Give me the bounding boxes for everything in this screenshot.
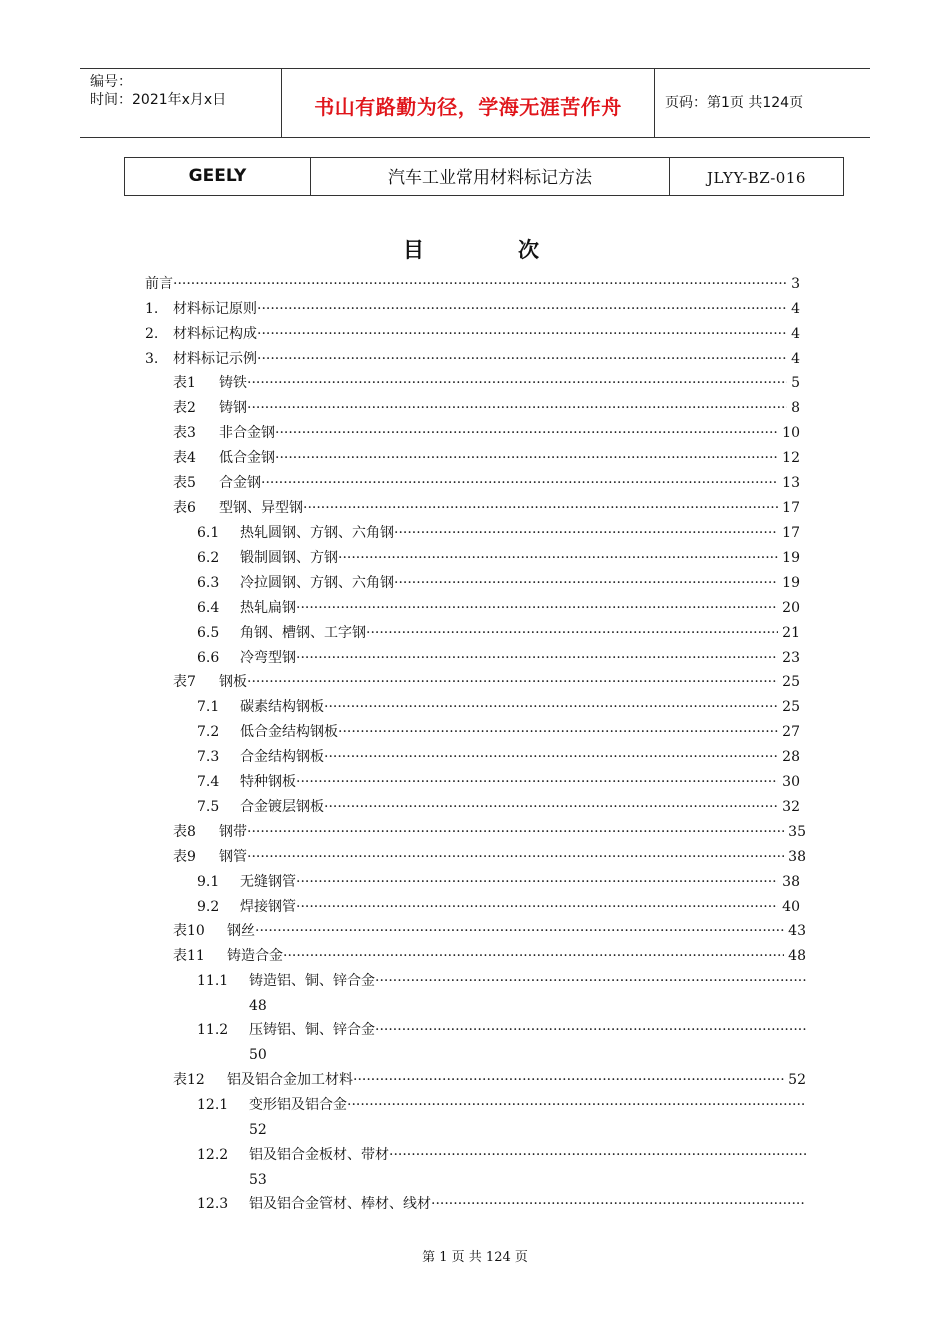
toc-entry-number: 6.6 — [197, 650, 220, 666]
toc-page-number: 25 — [782, 674, 800, 690]
document-number: JLYY-BZ-016 — [707, 169, 806, 187]
toc-leader-dots — [324, 795, 778, 819]
toc-entry-label — [173, 820, 247, 844]
toc-leader-dots — [255, 919, 784, 943]
toc-entry[interactable] — [197, 521, 800, 545]
toc-entry-text: 变形铝及铝合金 — [249, 1097, 347, 1113]
toc-entry-text: 低合金结构钢板 — [240, 724, 338, 740]
toc-entry-text: 铝及铝合金管材、棒材、线材 — [249, 1196, 431, 1212]
toc-page-number: 5 — [791, 375, 800, 391]
toc-entry-label — [197, 895, 296, 919]
toc-leader-dots — [324, 745, 778, 769]
toc-entry-number: 7.2 — [197, 724, 220, 740]
toc-entry-number: 7.5 — [197, 799, 220, 815]
toc-entry-number: 表1 — [173, 375, 196, 391]
toc-page-number: 50 — [249, 1047, 267, 1063]
toc-page-number: 21 — [782, 625, 800, 641]
toc-page-number: 48 — [249, 998, 267, 1014]
toc-entry-label — [173, 496, 303, 520]
toc-entry-label — [197, 770, 296, 794]
toc-entry[interactable] — [173, 371, 800, 395]
toc-leader-dots — [296, 895, 778, 919]
toc-entry-number: 9.2 — [197, 899, 220, 915]
toc-entry[interactable] — [173, 820, 806, 844]
toc-entry[interactable] — [197, 1093, 806, 1117]
toc-entry-label — [197, 720, 338, 744]
toc-page-number: 10 — [782, 425, 800, 441]
toc-entry-label — [197, 745, 324, 769]
toc-entry-number: 6.2 — [197, 550, 220, 566]
toc-entry[interactable] — [145, 297, 800, 321]
toc-entry-label — [197, 969, 375, 993]
toc-entry-text: 材料标记原则 — [173, 301, 257, 317]
toc-entry[interactable] — [173, 670, 800, 694]
toc-entry-text: 钢带 — [219, 824, 247, 840]
toc-entry-text: 压铸铝、铜、锌合金 — [249, 1022, 375, 1038]
toc-page-number: 17 — [782, 525, 800, 541]
toc-entry-text: 钢管 — [219, 849, 247, 865]
toc-leader-dots — [431, 1192, 806, 1216]
toc-entry-label — [173, 471, 261, 495]
toc-entry-number: 6.1 — [197, 525, 220, 541]
toc-entry-label — [145, 347, 257, 371]
toc-entry-label — [145, 322, 257, 346]
toc-entry-number: 11.2 — [197, 1022, 229, 1038]
toc-entry[interactable] — [197, 969, 806, 993]
page-footer: 第 1 页 共 124 页 — [422, 1250, 528, 1265]
toc-entry-label — [197, 695, 324, 719]
toc-page-number: 3 — [791, 276, 800, 292]
toc-entry[interactable] — [197, 870, 800, 894]
toc-entry[interactable] — [145, 272, 800, 296]
toc-page-number: 43 — [788, 923, 806, 939]
toc-entry-label — [145, 272, 173, 296]
toc-page-number: 38 — [788, 849, 806, 865]
toc-entry[interactable] — [173, 396, 800, 420]
toc-leader-dots — [366, 621, 778, 645]
toc-entry-text: 热轧圆钢、方钢、六角钢 — [240, 525, 394, 541]
toc-entry-number: 表10 — [173, 923, 205, 939]
toc-leader-dots — [275, 446, 778, 470]
toc-entry-text: 冷拉圆钢、方钢、六角钢 — [240, 575, 394, 591]
toc-entry[interactable] — [173, 471, 800, 495]
toc-entry-number: 表12 — [173, 1072, 205, 1088]
toc-leader-dots — [353, 1068, 784, 1092]
toc-entry-number: 12.1 — [197, 1097, 229, 1113]
toc-entry-text: 材料标记示例 — [173, 351, 257, 367]
toc-entry-number: 3. — [145, 351, 159, 367]
toc-page-number: 19 — [782, 575, 800, 591]
toc-entry-number: 2. — [145, 326, 159, 342]
toc-entry[interactable] — [197, 695, 800, 719]
toc-page-number: 52 — [249, 1122, 267, 1138]
toc-leader-dots — [257, 347, 787, 371]
toc-entry-text: 特种钢板 — [240, 774, 296, 790]
toc-entry[interactable] — [173, 421, 800, 445]
toc-entry-number: 表5 — [173, 475, 196, 491]
toc-entry-label — [173, 371, 247, 395]
toc-entry-label — [197, 795, 324, 819]
toc-heading-char-1: 目 — [403, 238, 424, 262]
toc-entry[interactable] — [173, 944, 806, 968]
toc-entry-text: 铸钢 — [219, 400, 247, 416]
toc-entry-number: 表9 — [173, 849, 196, 865]
toc-leader-dots — [394, 521, 778, 545]
toc-page-number: 13 — [782, 475, 800, 491]
toc-entry[interactable] — [197, 720, 800, 744]
toc-entry-label — [173, 446, 275, 470]
toc-entry-text: 前言 — [145, 276, 173, 292]
toc-entry-number: 6.3 — [197, 575, 220, 591]
toc-entry-label — [197, 870, 296, 894]
toc-page-number: 40 — [782, 899, 800, 915]
toc-entry-number: 12.2 — [197, 1147, 229, 1163]
toc-page-number: 17 — [782, 500, 800, 516]
toc-entry-number: 表8 — [173, 824, 196, 840]
toc-entry[interactable] — [197, 795, 800, 819]
brand-name: GEELY — [125, 158, 311, 195]
toc-entry[interactable] — [197, 1192, 806, 1216]
toc-entry-label — [197, 521, 394, 545]
toc-page-number: 48 — [788, 948, 806, 964]
code-label: 编号： — [90, 74, 132, 90]
toc-entry[interactable] — [145, 347, 800, 371]
toc-leader-dots — [247, 396, 787, 420]
toc-entry-number: 1. — [145, 301, 159, 317]
toc-entry-label — [197, 1018, 375, 1042]
toc-entry-text: 型钢、异型钢 — [219, 500, 303, 516]
toc-page-number: 28 — [782, 749, 800, 765]
toc-entry-text: 铝及铝合金板材、带材 — [249, 1147, 389, 1163]
toc-entry-text: 材料标记构成 — [173, 326, 257, 342]
toc-entry-text: 钢丝 — [227, 923, 255, 939]
toc-page-number: 27 — [782, 724, 800, 740]
toc-entry-label — [173, 944, 283, 968]
toc-entry[interactable] — [197, 745, 800, 769]
toc-entry-text: 铝及铝合金加工材料 — [227, 1072, 353, 1088]
toc-entry-number: 9.1 — [197, 874, 220, 890]
toc-entry-number: 表4 — [173, 450, 196, 466]
toc-entry[interactable] — [173, 496, 800, 520]
toc-page-number: 25 — [782, 699, 800, 715]
toc-entry-label — [197, 621, 366, 645]
toc-entry-label — [145, 297, 257, 321]
toc-leader-dots — [275, 421, 778, 445]
toc-leader-dots — [347, 1093, 806, 1117]
toc-entry-text: 铸造合金 — [227, 948, 283, 964]
toc-entry[interactable] — [197, 596, 800, 620]
toc-leader-dots — [247, 371, 787, 395]
toc-entry-number: 12.3 — [197, 1196, 229, 1212]
toc-entry[interactable] — [197, 646, 800, 670]
toc-entry[interactable] — [173, 845, 806, 869]
toc-entry[interactable] — [197, 571, 800, 595]
toc-entry-number: 7.4 — [197, 774, 220, 790]
toc-page-number: 4 — [791, 326, 800, 342]
toc-entry-number: 7.3 — [197, 749, 220, 765]
toc-page-number: 8 — [791, 400, 800, 416]
toc-leader-dots — [296, 646, 778, 670]
toc-page-number: 19 — [782, 550, 800, 566]
toc-heading-char-2: 次 — [518, 238, 539, 262]
toc-entry[interactable] — [197, 1143, 806, 1167]
toc-leader-dots — [247, 845, 784, 869]
toc-entry-label — [197, 1143, 389, 1167]
toc-leader-dots — [257, 297, 787, 321]
toc-entry-label — [197, 546, 338, 570]
page-info: 页码：第1页 共124页 — [665, 95, 804, 111]
toc-leader-dots — [247, 820, 784, 844]
toc-entry-text: 合金钢 — [219, 475, 261, 491]
toc-entry-label — [197, 596, 296, 620]
toc-entry[interactable] — [197, 621, 800, 645]
toc-entry-text: 非合金钢 — [219, 425, 275, 441]
toc-leader-dots — [324, 695, 778, 719]
toc-entry[interactable] — [197, 895, 800, 919]
date-label: 时间：2021年x月x日 — [90, 92, 227, 108]
toc-leader-dots — [261, 471, 778, 495]
toc-entry-label — [197, 571, 394, 595]
toc-page-number: 53 — [249, 1172, 267, 1188]
toc-entry-text: 钢板 — [219, 674, 247, 690]
toc-entry-label — [173, 1068, 353, 1092]
toc-leader-dots — [296, 870, 778, 894]
toc-entry-number: 表11 — [173, 948, 205, 964]
toc-entry-text: 锻制圆钢、方钢 — [240, 550, 338, 566]
toc-entry[interactable] — [173, 1068, 806, 1092]
toc-entry-text: 铸铁 — [219, 375, 247, 391]
toc-entry-text: 角钢、槽钢、工字钢 — [240, 625, 366, 641]
toc-entry[interactable] — [173, 446, 800, 470]
toc-entry-label — [173, 396, 247, 420]
toc-entry-number: 表2 — [173, 400, 196, 416]
document-title: 汽车工业常用材料标记方法 — [311, 158, 670, 195]
toc-entry-text: 碳素结构钢板 — [240, 699, 324, 715]
toc-page-number: 4 — [791, 301, 800, 317]
toc-page-number: 30 — [782, 774, 800, 790]
toc-entry[interactable] — [197, 546, 800, 570]
toc-entry-label — [197, 1093, 347, 1117]
toc-leader-dots — [303, 496, 778, 520]
toc-entry[interactable] — [197, 1018, 806, 1042]
toc-entry-label — [173, 421, 275, 445]
slogan-text: 书山有路勤为径，学海无涯苦作舟 — [314, 95, 622, 119]
toc-leader-dots — [173, 272, 787, 296]
toc-entry-number: 7.1 — [197, 699, 220, 715]
toc-page-number: 23 — [782, 650, 800, 666]
toc-leader-dots — [389, 1143, 806, 1167]
toc-entry-number: 11.1 — [197, 973, 229, 989]
toc-entry-label — [173, 845, 247, 869]
toc-entry-label — [197, 1192, 431, 1216]
toc-leader-dots — [283, 944, 784, 968]
toc-entry[interactable] — [173, 919, 806, 943]
toc-entry-label — [173, 670, 247, 694]
toc-leader-dots — [338, 546, 778, 570]
toc-entry-number: 表6 — [173, 500, 196, 516]
toc-page-number: 20 — [782, 600, 800, 616]
toc-page-number: 4 — [791, 351, 800, 367]
toc-leader-dots — [375, 969, 806, 993]
toc-entry-number: 表3 — [173, 425, 196, 441]
toc-entry-text: 焊接钢管 — [240, 899, 296, 915]
toc-leader-dots — [338, 720, 778, 744]
toc-entry-number: 6.4 — [197, 600, 220, 616]
toc-page-number: 32 — [782, 799, 800, 815]
toc-entry[interactable] — [145, 322, 800, 346]
toc-leader-dots — [296, 596, 778, 620]
toc-entry-number: 表7 — [173, 674, 196, 690]
toc-leader-dots — [247, 670, 778, 694]
toc-entry-text: 铸造铝、铜、锌合金 — [249, 973, 375, 989]
toc-entry-label — [173, 919, 255, 943]
toc-leader-dots — [394, 571, 778, 595]
toc-entry-number: 6.5 — [197, 625, 220, 641]
toc-entry-text: 无缝钢管 — [240, 874, 296, 890]
toc-entry-text: 合金镀层钢板 — [240, 799, 324, 815]
toc-leader-dots — [375, 1018, 806, 1042]
toc-entry-text: 热轧扁钢 — [240, 600, 296, 616]
toc-page-number: 12 — [782, 450, 800, 466]
toc-entry-label — [197, 646, 296, 670]
toc-leader-dots — [296, 770, 778, 794]
toc-page-number: 38 — [782, 874, 800, 890]
toc-leader-dots — [257, 322, 787, 346]
toc-entry-text: 低合金钢 — [219, 450, 275, 466]
toc-page-number: 52 — [788, 1072, 806, 1088]
toc-entry-text: 合金结构钢板 — [240, 749, 324, 765]
toc-entry[interactable] — [197, 770, 800, 794]
toc-entry-text: 冷弯型钢 — [240, 650, 296, 666]
toc-page-number: 35 — [788, 824, 806, 840]
